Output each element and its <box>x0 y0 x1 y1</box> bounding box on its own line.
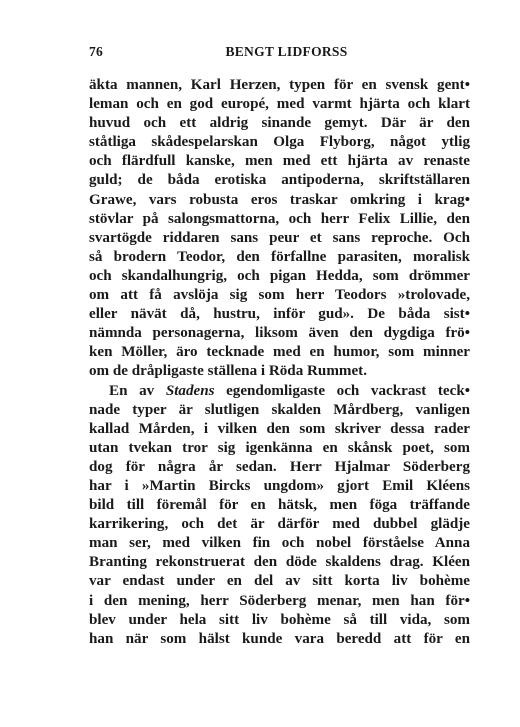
paragraph-2 <box>89 382 470 649</box>
text-line: har i »Martin Bircks ungdom» gjort Emil Kléens <box>89 477 470 494</box>
text-line: ken Möller, äro tecknade med en humor, som minner <box>89 344 470 361</box>
text-line: guld; de båda erotiska antipoderna, skriftställaren <box>89 172 470 189</box>
running-head: BENGT LIDFORSS <box>225 44 348 59</box>
text-fragment: En av <box>109 382 166 399</box>
text-line: och flärdfull kanske, men med ett hjärta av renaste <box>89 153 470 170</box>
text-line: och skandalhungrig, och pigan Hedda, som drömmer <box>89 267 470 284</box>
text-line: utan tvekan tror sig igenkänna en skånsk poet, som <box>89 439 470 456</box>
text-line: dog för några år sedan. Herr Hjalmar Söderberg <box>89 458 470 475</box>
text-line: stövlar på salongsmattorna, och herr Felix Lillie, den <box>89 210 470 227</box>
text-line: Grawe, vars robusta eros traskar omkring i krag• <box>89 191 470 208</box>
text-line: äkta mannen, Karl Herzen, typen för en svensk gent• <box>89 77 470 93</box>
body-text <box>89 76 470 649</box>
text-line: han när som hälst kunde vara beredd att för en <box>89 630 470 647</box>
book-page <box>89 40 470 649</box>
page-number: 76 <box>89 44 104 59</box>
text-line: nade typer är slutligen skalden Mårdberg, vanligen <box>89 401 470 418</box>
text-line: huvud och ett aldrig sinande gemyt. Där är den <box>89 115 470 132</box>
text-line: kallad Mården, i vilken den som skriver dessa rader <box>89 420 470 437</box>
text-line: i den mening, herr Söderberg menar, men han för• <box>89 592 470 609</box>
text-line: om de dråpligaste ställena i Röda Rummet. <box>89 363 367 380</box>
text-line: blev under hela sitt liv bohème så till vida, som <box>89 611 470 628</box>
text-line: var endast under en del av sitt korta liv bohème <box>89 573 470 590</box>
text-line: leman och en god europé, med varmt hjärta och klart <box>89 96 470 113</box>
text-line-first <box>89 382 470 401</box>
page-header <box>89 40 470 62</box>
paragraph-1 <box>89 76 470 382</box>
text-line: bild till föremål för en hätsk, men föga träffande <box>89 497 470 514</box>
text-line: eller nävät då, hustru, inför gud». De båda sist• <box>89 306 470 323</box>
italic-title: Stadens <box>165 382 215 399</box>
text-fragment: egendomligaste och vackrast teck• <box>214 382 470 399</box>
text-line: om att få avslöja sig som herr Teodors »trolovade, <box>89 287 470 304</box>
text-line: man ser, med vilken fin och nobel förståelse Anna <box>89 535 470 552</box>
text-line: ståtliga skådespelarskan Olga Flyborg, något ytlig <box>89 134 470 151</box>
text-line: svartögde riddaren sans peur et sans reproche. Och <box>89 229 470 246</box>
text-line: karrikering, och det är därför med dubbel glädje <box>89 516 470 533</box>
text-line: så brodern Teodor, den förfallne parasiten, moralisk <box>89 248 470 265</box>
text-line: Branting rekonstruerat den döde skaldens drag. Kléen <box>89 554 470 571</box>
text-line: nämnda personagerna, liksom även den dygdiga frö• <box>89 325 470 342</box>
